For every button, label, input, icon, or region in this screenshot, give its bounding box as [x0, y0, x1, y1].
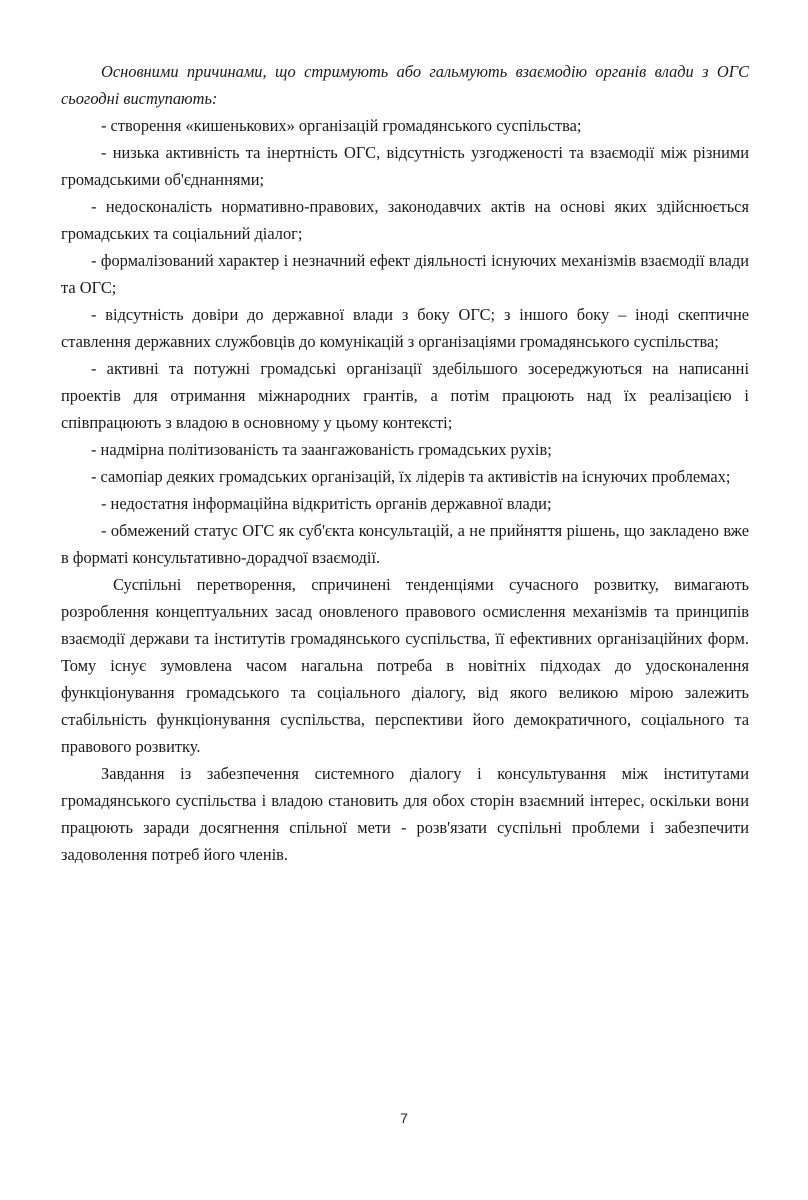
body-text — [61, 58, 749, 868]
reason-item: - недосконалість нормативно-правових, законодавчих актів на основі яких здійснюється громадських та соціальний діалог; — [61, 197, 749, 243]
intro-paragraph: Основними причинами, що стримують або гальмують взаємодію органів влади з ОГС сьогодні виступають: — [61, 62, 749, 108]
reason-item: - низька активність та інертність ОГС, відсутність узгодженості та взаємодії між різними громадськими об'єднаннями; — [61, 143, 749, 189]
page-number: 7 — [400, 1110, 408, 1126]
reason-item: - відсутність довіри до державної влади з боку ОГС; з іншого боку – іноді скептичне ставлення державних службовців до комунікацій з організаціями громадянського суспільства; — [61, 305, 749, 351]
reason-item: - активні та потужні громадські організації здебільшого зосереджуються на написанні проектів для отримання міжнародних грантів, а потім працюють над їх реалізацією і співпрацюють з владою в основному у цьому контексті; — [61, 359, 749, 432]
reason-item: - формалізований характер і незначний ефект діяльності існуючих механізмів взаємодії влади та ОГС; — [61, 251, 749, 297]
reason-item: - недостатня інформаційна відкритість органів державної влади; — [101, 494, 552, 513]
reason-item: - обмежений статус ОГС як суб'єкта консультацій, а не прийняття рішень, що закладено вже в форматі консультативно-дорадчої взаємодії. — [61, 521, 749, 567]
reason-item: - створення «кишенькових» організацій громадянського суспільства; — [101, 116, 582, 135]
reason-item: - самопіар деяких громадських організацій, їх лідерів та активістів на існуючих проблемах; — [91, 467, 731, 486]
reason-item: - надмірна політизованість та заангажованість громадських рухів; — [91, 440, 552, 459]
body-paragraph: Завдання із забезпечення системного діалогу і консультування між інститутами громадянського суспільства і владою становить для обох сторін взаємний інтерес, оскільки вони працюють заради досягнення спільної мети - розв'язати суспільні проблеми і забезпечити задоволення потреб його членів. — [61, 764, 749, 864]
body-paragraph: Суспільні перетворення, спричинені тенденціями сучасного розвитку, вимагають розроблення концептуальних засад оновленого правового осмислення механізмів та принципів взаємодії держави та інститутів громадянського суспільства, її ефективних організаційних форм. Тому існує зумовлена часом нагальна потреба в новітніх підходах до удосконалення функціонування громадського та соціального діалогу, від якого великою мірою залежить стабільність функціонування суспільства, перспективи його демократичного, соціального та правового розвитку. — [61, 575, 749, 756]
